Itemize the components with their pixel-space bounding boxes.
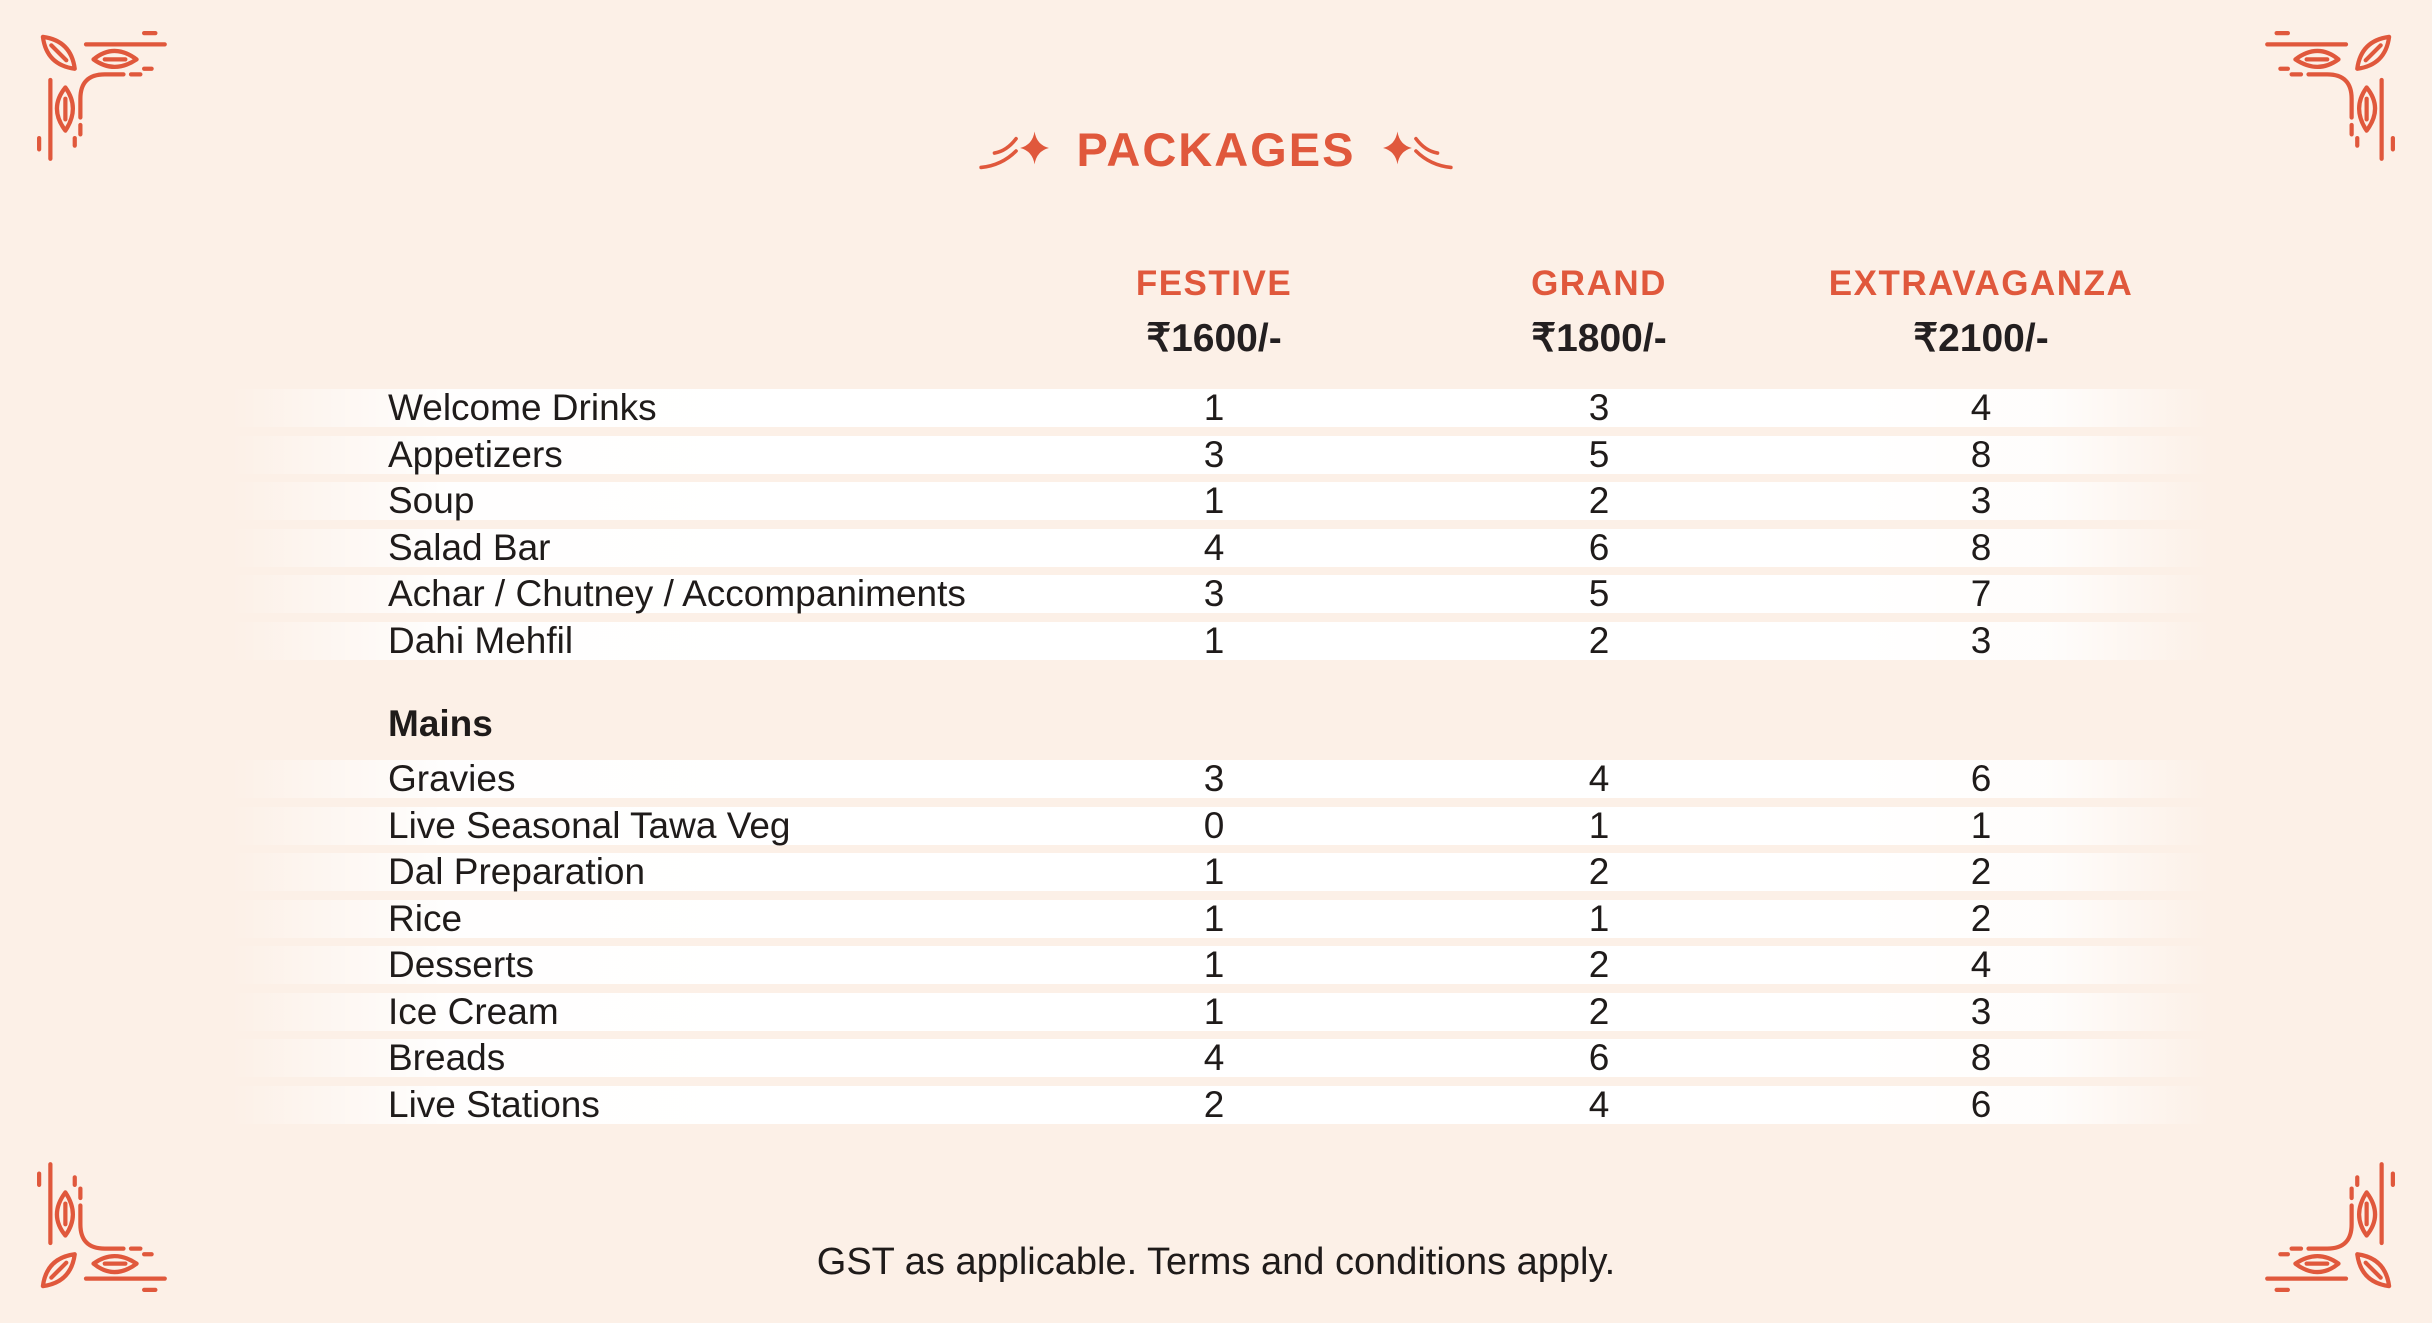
festive-count: 1 [1203, 990, 1225, 1032]
menu-item-label: Gravies [388, 758, 516, 799]
menu-table-section-mains [230, 760, 2210, 1124]
footer-disclaimer: GST as applicable. Terms and conditions apply. [816, 1241, 1616, 1283]
menu-item-label: Dal Preparation [388, 851, 646, 892]
sparkle-flourish-icon [1381, 125, 1455, 175]
festive-count: 1 [1203, 387, 1225, 428]
package-name: FESTIVE [1135, 264, 1293, 303]
festive-count: 2 [1203, 1083, 1225, 1125]
package-price: ₹1800/- [1531, 317, 1667, 360]
table-row [230, 990, 2210, 1032]
festive-count: 0 [1203, 804, 1225, 846]
table-row [230, 575, 2210, 613]
festive-count: 1 [1203, 944, 1225, 985]
extravaganza-count: 3 [1970, 480, 1992, 521]
page-title: PACKAGES [1076, 123, 1356, 176]
package-price: ₹1600/- [1146, 317, 1282, 360]
table-row [230, 760, 2210, 798]
grand-count: 1 [1588, 804, 1610, 846]
grand-count: 2 [1588, 990, 1610, 1032]
grand-count: 2 [1588, 944, 1610, 985]
package-header-grand [1531, 264, 1667, 361]
table-row [230, 619, 2210, 661]
table-row [230, 853, 2210, 891]
sparkle-flourish-icon [977, 125, 1051, 175]
menu-item-label: Appetizers [388, 433, 563, 475]
package-name: GRAND [1531, 264, 1667, 303]
festive-count: 3 [1203, 573, 1225, 614]
grand-count: 2 [1588, 619, 1610, 661]
extravaganza-count: 2 [1970, 851, 1992, 892]
festive-count: 3 [1203, 758, 1225, 799]
table-row [230, 389, 2210, 427]
grand-count: 6 [1588, 1037, 1610, 1078]
grand-count: 2 [1588, 480, 1610, 521]
table-row [230, 1083, 2210, 1125]
menu-table-section-1 [230, 389, 2210, 660]
table-row [230, 946, 2210, 984]
menu-item-label: Welcome Drinks [388, 387, 657, 428]
grand-count: 6 [1588, 526, 1610, 568]
menu-item-label: Live Stations [388, 1083, 600, 1125]
festive-count: 1 [1203, 619, 1225, 661]
extravaganza-count: 6 [1970, 758, 1992, 799]
extravaganza-count: 2 [1970, 897, 1992, 939]
extravaganza-count: 7 [1970, 573, 1992, 614]
menu-item-label: Live Seasonal Tawa Veg [388, 804, 791, 846]
festive-count: 3 [1203, 433, 1225, 475]
menu-item-label: Breads [388, 1037, 506, 1078]
section-heading-mains: Mains [388, 703, 493, 744]
festive-count: 1 [1203, 851, 1225, 892]
menu-item-label: Ice Cream [388, 990, 559, 1032]
grand-count: 5 [1588, 573, 1610, 614]
table-row [230, 897, 2210, 939]
grand-count: 5 [1588, 433, 1610, 475]
package-header-extravaganza [1829, 264, 2133, 361]
extravaganza-count: 8 [1970, 433, 1992, 475]
menu-item-label: Rice [388, 897, 463, 939]
grand-count: 2 [1588, 851, 1610, 892]
extravaganza-count: 4 [1970, 944, 1992, 985]
festive-count: 4 [1203, 1037, 1225, 1078]
table-row [230, 433, 2210, 475]
festive-count: 1 [1203, 480, 1225, 521]
extravaganza-count: 4 [1970, 387, 1992, 428]
menu-item-label: Salad Bar [388, 526, 551, 568]
table-row [230, 526, 2210, 568]
grand-count: 4 [1588, 758, 1610, 799]
package-price: ₹2100/- [1913, 317, 2049, 360]
extravaganza-count: 1 [1970, 804, 1992, 846]
extravaganza-count: 8 [1970, 1037, 1992, 1078]
extravaganza-count: 3 [1970, 619, 1992, 661]
menu-item-label: Desserts [388, 944, 534, 985]
page-title-row [0, 122, 2432, 177]
grand-count: 4 [1588, 1083, 1610, 1125]
festive-count: 4 [1203, 526, 1225, 568]
extravaganza-count: 6 [1970, 1083, 1992, 1125]
package-name: EXTRAVAGANZA [1828, 264, 2134, 303]
table-row [230, 1039, 2210, 1077]
menu-item-label: Soup [388, 480, 475, 521]
festive-count: 1 [1203, 897, 1225, 939]
extravaganza-count: 8 [1970, 526, 1992, 568]
grand-count: 1 [1588, 897, 1610, 939]
extravaganza-count: 3 [1970, 990, 1992, 1032]
grand-count: 3 [1588, 387, 1610, 428]
menu-item-label: Achar / Chutney / Accompaniments [388, 573, 966, 614]
table-row [230, 482, 2210, 520]
table-row [230, 804, 2210, 846]
package-header-festive [1136, 264, 1292, 361]
menu-item-label: Dahi Mehfil [388, 619, 574, 661]
